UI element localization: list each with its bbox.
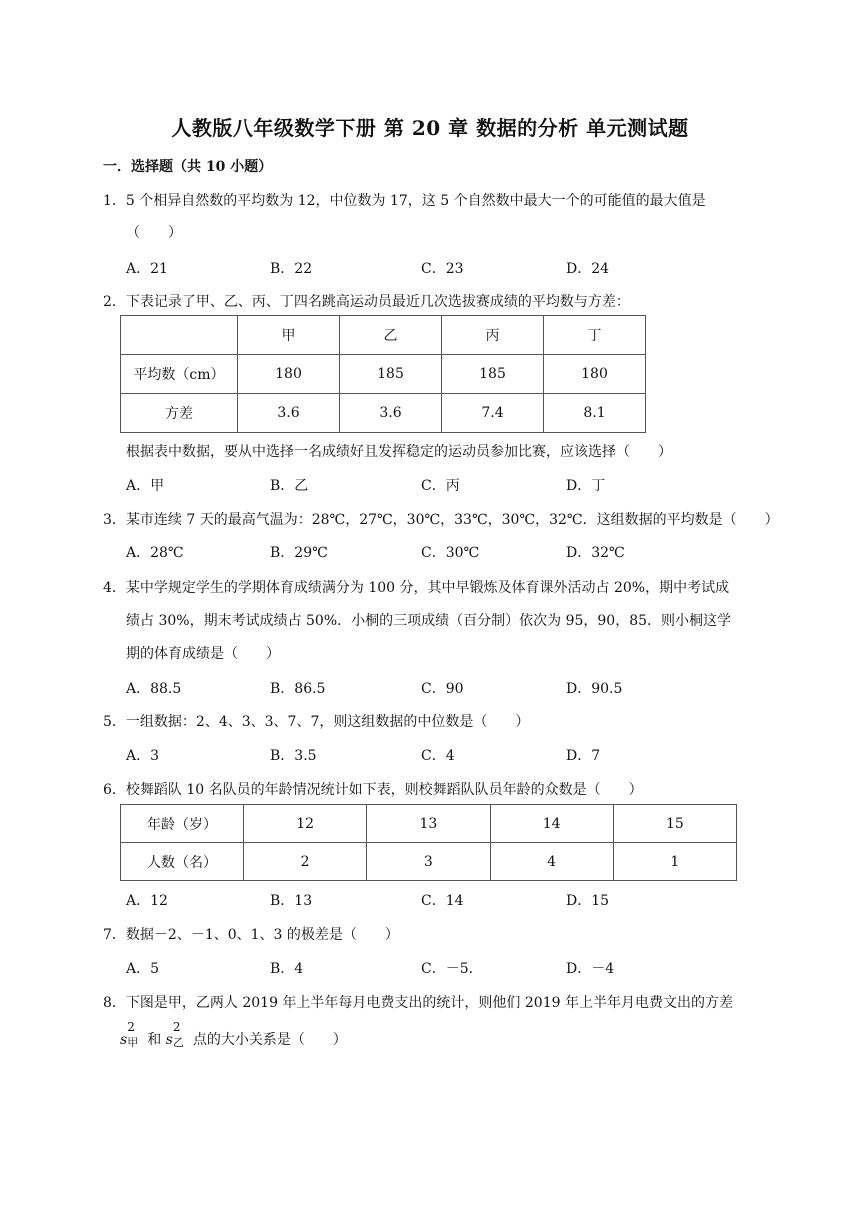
superscript-2: 2 [127, 1020, 135, 1034]
table-cell: 7.4 [442, 394, 544, 433]
variance-yi-symbol [172, 1020, 193, 1049]
question-8-variance-line [120, 1020, 347, 1049]
question-3-option-a: A．28℃ [126, 545, 184, 561]
question-2-option-a: A．甲 [126, 478, 165, 494]
question-6-option-b: B．13 [270, 893, 313, 909]
question-1-option-b: B．22 [270, 261, 313, 277]
question-1-option-c: C．23 [421, 261, 464, 277]
table-header-row [121, 316, 646, 355]
question-2-option-b: B．乙 [270, 478, 309, 494]
question-4-text-cont: 绩占 30%，期末考试成绩占 50%．小桐的三项成绩（百分制）依次为 95，90，85．则小桐这学 [126, 613, 732, 629]
table-cell: 甲 [238, 316, 340, 355]
table-cell: 人数（名） [121, 843, 244, 881]
variance-symbol-s: s [120, 1032, 128, 1048]
age-frequency-table [120, 804, 737, 881]
table-cell: 方差 [121, 394, 238, 433]
question-1-option-d: D．24 [566, 261, 610, 277]
table-cell: 15 [613, 805, 736, 843]
table-cell: 丙 [442, 316, 544, 355]
table-row [121, 355, 646, 394]
question-4-option-a: A．88.5 [126, 681, 182, 697]
table-cell: 13 [367, 805, 490, 843]
table-cell: 185 [442, 355, 544, 394]
question-3-option-d: D．32℃ [566, 545, 625, 561]
question-5-text: 5．一组数据：2、4、3、3、7、7，则这组数据的中位数是（ ） [103, 714, 530, 730]
table-cell: 180 [238, 355, 340, 394]
table-cell: 2 [244, 843, 367, 881]
table-row [121, 805, 737, 843]
table-cell: 年龄（岁） [121, 805, 244, 843]
question-4-option-c: C．90 [421, 681, 464, 697]
question-3-option-b: B．29℃ [270, 545, 328, 561]
question-7-option-a: A．5 [126, 961, 160, 977]
subscript-yi: 乙 [172, 1036, 184, 1049]
question-1-option-a: A．21 [126, 261, 168, 277]
question-8-text: 8．下图是甲，乙两人 2019 年上半年每月电费支出的统计，则他们 2019 年上半年月电费文出的方差 [103, 995, 733, 1011]
question-7-text: 7．数据－2、－1、0、1、3 的极差是（ ） [103, 927, 399, 943]
table-cell [121, 316, 238, 355]
subscript-jia: 甲 [127, 1036, 139, 1049]
table-cell: 3.6 [340, 394, 442, 433]
question-5-option-a: A．3 [126, 748, 160, 764]
question-3-text: 3．某市连续 7 天的最高气温为：28℃，27℃，30℃，33℃，30℃，32℃．这组数据的平均数是（ ） [103, 512, 779, 528]
table-row [121, 843, 737, 881]
question-5-option-c: C．4 [421, 748, 455, 764]
question-4-option-d: D．90.5 [566, 681, 623, 697]
question-5-option-d: D．7 [566, 748, 601, 764]
superscript-2: 2 [172, 1020, 181, 1034]
table-cell: 丁 [544, 316, 646, 355]
table-cell: 3 [367, 843, 490, 881]
page-title: 人教版八年级数学下册 第 20 章 数据的分析 单元测试题 [171, 116, 689, 140]
question-8-tail: 点的大小关系是（ ） [192, 1032, 347, 1048]
table-cell: 乙 [340, 316, 442, 355]
table-cell: 14 [490, 805, 613, 843]
question-2-option-d: D．丁 [566, 478, 606, 494]
question-4-text-cont: 期的体育成绩是（ ） [126, 646, 280, 662]
table-cell: 180 [544, 355, 646, 394]
table-cell: 3.6 [238, 394, 340, 433]
question-7-option-c: C．－5． [421, 961, 483, 977]
table-cell: 12 [244, 805, 367, 843]
table-cell: 1 [613, 843, 736, 881]
question-2-prompt: 根据表中数据，要从中选择一名成绩好且发挥稳定的运动员参加比赛，应该选择（ ） [126, 444, 672, 460]
conjunction-he: 和 [147, 1032, 162, 1048]
question-6-option-a: A．12 [126, 893, 168, 909]
question-2-option-c: C．丙 [421, 478, 460, 494]
question-6-option-d: D．15 [566, 893, 610, 909]
question-1-blank: （ ） [126, 225, 182, 241]
athlete-stats-table [120, 315, 646, 433]
question-7-option-b: B．4 [270, 961, 304, 977]
table-cell: 4 [490, 843, 613, 881]
question-4-option-b: B．86.5 [270, 681, 326, 697]
question-6-option-c: C．14 [421, 893, 464, 909]
table-cell: 185 [340, 355, 442, 394]
question-7-option-d: D．－4 [566, 961, 615, 977]
table-cell: 8.1 [544, 394, 646, 433]
question-4-text: 4．某中学规定学生的学期体育成绩满分为 100 分，其中早锻炼及体育课外活动占 20%，期中考试成 [103, 580, 730, 596]
question-2-text: 2．下表记录了甲、乙、丙、丁四名跳高运动员最近几次选拔赛成绩的平均数与方差： [103, 294, 630, 310]
section-heading: 一．选择题（共 10 小题） [103, 159, 273, 175]
variance-jia-symbol [127, 1020, 147, 1049]
question-5-option-b: B．3.5 [270, 748, 317, 764]
question-1-text: 1．5 个相异自然数的平均数为 12，中位数为 17，这 5 个自然数中最大一个的可能值的最大值是 [103, 193, 706, 209]
table-row [121, 394, 646, 433]
table-cell: 平均数（cm） [121, 355, 238, 394]
variance-symbol-s: s [165, 1032, 173, 1048]
question-6-text: 6．校舞蹈队 10 名队员的年龄情况统计如下表，则校舞蹈队队员年龄的众数是（ ） [103, 782, 643, 798]
question-3-option-c: C．30℃ [421, 545, 480, 561]
